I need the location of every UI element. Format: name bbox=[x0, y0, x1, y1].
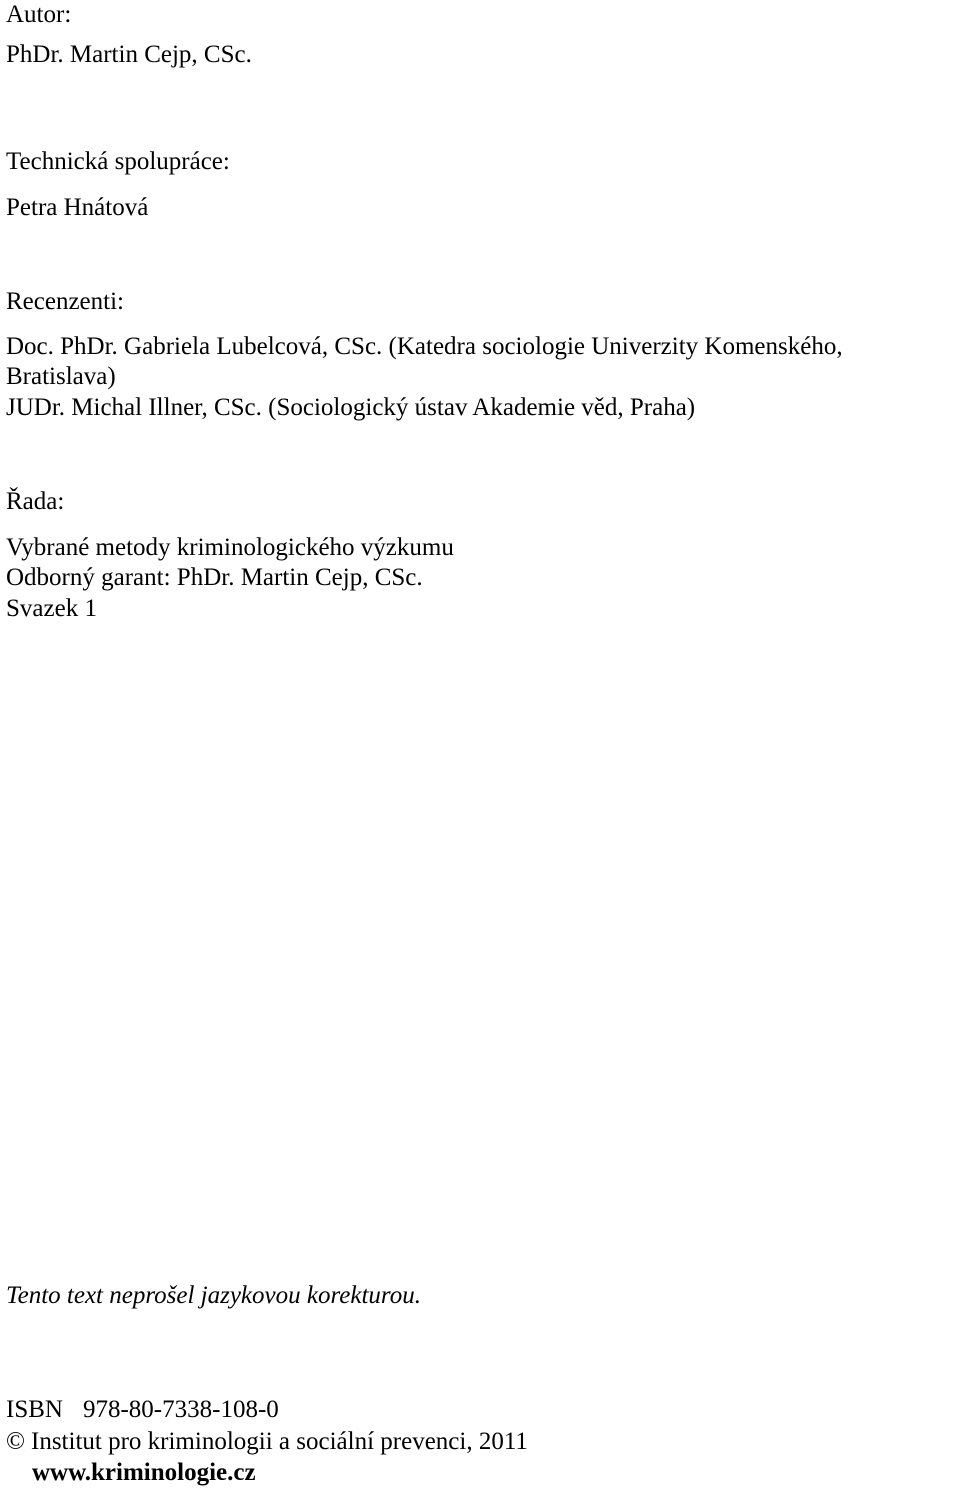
series-volume: Svazek 1 bbox=[6, 595, 97, 622]
series-title: Vybrané metody kriminologického výzkumu bbox=[6, 534, 454, 561]
website-link[interactable]: www.kriminologie.cz bbox=[32, 1459, 256, 1486]
isbn-line bbox=[6, 1395, 279, 1425]
technical-cooperation-name: Petra Hnátová bbox=[6, 194, 149, 221]
proofreading-note: Tento text neprošel jazykovou korekturou. bbox=[6, 1282, 421, 1309]
copyright-text: Institut pro kriminologii a sociální prevenci, 2011 bbox=[31, 1428, 528, 1455]
series-heading: Řada: bbox=[6, 488, 65, 515]
isbn-label: ISBN bbox=[6, 1396, 63, 1423]
author-name: PhDr. Martin Cejp, CSc. bbox=[6, 41, 252, 68]
series-guarantor: Odborný garant: PhDr. Martin Cejp, CSc. bbox=[6, 564, 423, 591]
isbn-value: 978-80-7338-108-0 bbox=[82, 1396, 279, 1423]
copyright-icon: © bbox=[6, 1428, 25, 1455]
reviewer-1-line-2: Bratislava) bbox=[6, 363, 116, 390]
reviewer-2: JUDr. Michal Illner, CSc. (Sociologický ústav Akademie věd, Praha) bbox=[6, 394, 696, 421]
reviewers-heading: Recenzenti: bbox=[6, 288, 124, 315]
copyright-line bbox=[6, 1427, 528, 1457]
technical-cooperation-heading: Technická spolupráce: bbox=[6, 148, 230, 175]
author-heading: Autor: bbox=[6, 1, 72, 28]
reviewer-1-line-1: Doc. PhDr. Gabriela Lubelcová, CSc. (Katedra sociologie Univerzity Komenského, bbox=[6, 333, 843, 360]
